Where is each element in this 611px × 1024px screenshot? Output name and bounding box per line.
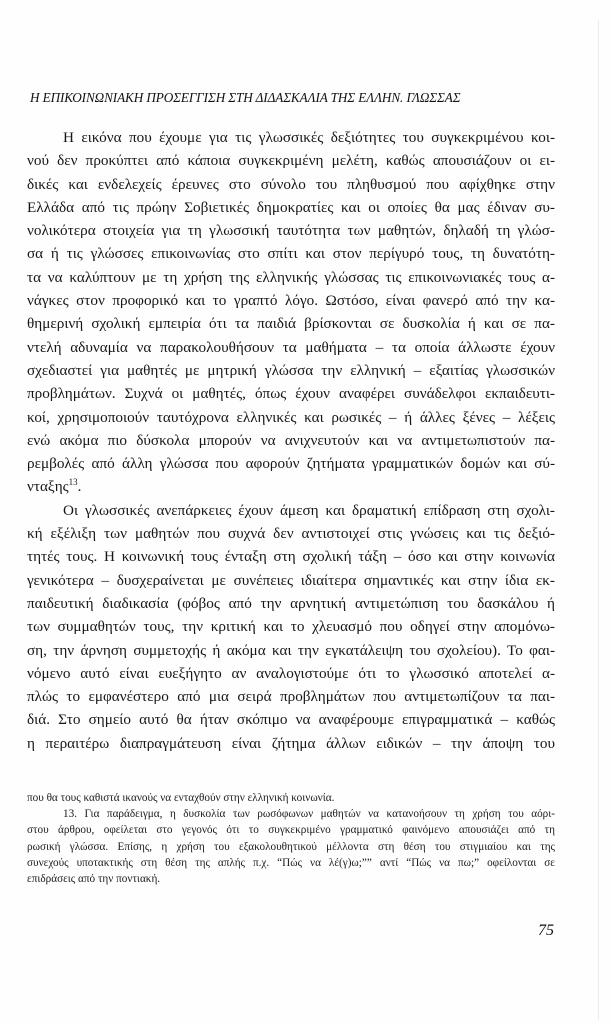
running-header: Η ΕΠΙΚΟΙΝΩΝΙΑΚΗ ΠΡΟΣΕΓΓΙΣΗ ΣΤΗ ΔΙΔΑΣΚΑΛΙΑ ΤΗΣ ΕΛΛΗΝ. ΓΛΩΣΣΑΣ xyxy=(30,90,461,105)
text-line: νόμενο αυτό είναι ευεξήγητο αν αναλογιστούμε ότι το γλωσσικό αποτελεί α- xyxy=(27,664,555,682)
text-line: ση, την άρνηση συμμετοχής ή ακόμα και την εγκατάλειψη του σχολείου). Το φαι- xyxy=(27,641,555,659)
text-line: Η εικόνα που έχουμε για τις γλωσσικές δεξιότητες του συγκεκριμένου κοι- xyxy=(63,129,555,146)
footnote-continuation: που θα τους καθιστά ικανούς να ενταχθούν στην ελληνική κοινωνία. xyxy=(27,792,335,804)
text-line: παιδευτική διαδικασία (φόβος από την αρνητική αντιμετώπιση του δασκάλου ή xyxy=(27,594,555,612)
text-line: θημερινή σχολική εμπειρία ότι τα παιδιά βρίσκονται σε δυσκολία ή και σε πα- xyxy=(27,315,555,333)
text-line: νάγκες στον προφορικό και το γραπτό λόγο. Ωστόσο, είναι φανερό από την κα- xyxy=(27,292,555,310)
footnote-line xyxy=(27,806,555,822)
text-line: ενώ ακόμα πιο δύσκολα μπορούν να ανιχνευτούν και να αντιμετωπιστούν πα- xyxy=(27,431,555,449)
paragraph-1 xyxy=(27,126,555,499)
text-line-content: νταξης xyxy=(27,478,69,496)
text-line: δικές και ενδελεχείς έρευνες στο σύνολο του πληθυσμού που αφίχθηκε στην xyxy=(27,175,555,193)
text-line xyxy=(27,475,555,498)
text-line: γενικότερα – δυσχεραίνεται με συνέπειες ιδιαίτερα σημαντικές και στην ίδια εκ- xyxy=(27,571,555,589)
text-line: τα να καλύπτουν με τη χρήση της ελληνικής γλώσσας τις επικοινωνιακές τους α- xyxy=(27,268,555,286)
body-text xyxy=(27,126,555,755)
footnote-line: ρωσική γλώσσα. Επίσης, η χρήση του εξακολουθητικού μέλλοντα στη θέση του στιγμιαίου και της xyxy=(27,840,555,853)
text-line: νού δεν προκύπτει από κάποια συγκεκριμένη μελέτη, καθώς απουσιάζουν οι ει- xyxy=(27,152,555,170)
footnote-13 xyxy=(27,806,555,887)
footnote-line: στου άρθρου, οφείλεται στο γεγονός ότι το συγκεκριμένο γραμματικό φαινόμενο απουσιάζει από τη xyxy=(27,824,555,837)
paragraph-2 xyxy=(27,499,555,755)
text-line: κοί, χρησιμοποιούν ταυτόχρονα ελληνικές και ρωσικές – ή άλλες ξένες – λέξεις xyxy=(27,408,555,426)
footnotes xyxy=(27,790,555,887)
text-line: ντελή αδυναμία να παρακολουθήσουν τα μαθήματα – τα οποία άλλωστε έχουν xyxy=(27,338,555,356)
text-line: κή εξέλιξη των μαθητών που συχνά δεν αντιστοιχεί στις γνώσεις και τις δεξιό- xyxy=(27,525,555,543)
text-line: η περαιτέρω διαπραγμάτευση είναι ζήτημα άλλων ειδικών – την άποψη του xyxy=(27,734,555,752)
text-line: Οι γλωσσικές ανεπάρκειες έχουν άμεση και δραματική επίδραση στη σχολι- xyxy=(63,501,555,519)
page-edge xyxy=(598,20,599,1020)
footnote-line: επιδράσεις από την ποντιακή. xyxy=(27,872,161,885)
text-line: νολικότερα στοιχεία για τη γλωσσική ταυτότητα των μαθητών, δηλαδή τη γλώσ- xyxy=(27,222,555,240)
footnote-number: 13. xyxy=(63,808,77,821)
text-line: σα ή τις γλώσσες επικοινωνίας στο σπίτι και στον περίγυρό τους, τη δυνατότη- xyxy=(27,245,555,263)
footnote-line: συνεχούς υποτακτικής στη θέση της απλής π.χ. “Πώς να λέ(γ)ω;”” αντί “Πώς να πω;” οφείλονται σε xyxy=(27,856,555,869)
footnote-text: Για παράδειγμα, η δυσκολία των ρωσόφωνων μαθητών να κατανοήσουν τη χρήση του αόρι- xyxy=(84,808,555,821)
text-line: των συμμαθητών τους, την κριτική και το χλευασμό που οδηγεί στην απομόνω- xyxy=(27,618,555,636)
text-line: τητές τους. Η κοινωνική τους ένταξη στη σχολική τάξη – όσο και στην κοινωνία xyxy=(27,548,555,566)
text-line: Ελλάδα από τις πρώην Σοβιετικές δημοκρατίες και οι οποίες θα μας έδιναν συ- xyxy=(27,198,555,216)
text-line: προβλημάτων. Συχνά οι μαθητές, όπως έχουν αναφέρει συνάδελφοι εκπαιδευτι- xyxy=(27,385,555,403)
page-number: 75 xyxy=(538,922,554,939)
text-line: σχεδιαστεί για μαθητές με μητρική γλώσσα την ελληνική – εξαιτίας γλωσσικών xyxy=(27,361,555,379)
footnote-reference-13[interactable]: 13 xyxy=(68,477,78,488)
text-line: διά. Στο σημείο αυτό θα ήταν σκόπιμο να αναφέρουμε επιγραμματικά – καθώς xyxy=(27,711,555,729)
sentence-end: . xyxy=(77,478,82,496)
text-line: ρεμβολές από άλλη γλώσσα που αφορούν ζητήματα γραμματικών δομών και σύ- xyxy=(27,455,555,473)
text-line: πλώς το εμφανέστερο από μια σειρά προβλημάτων που αντιμετωπίζουν τα παι- xyxy=(27,688,555,706)
